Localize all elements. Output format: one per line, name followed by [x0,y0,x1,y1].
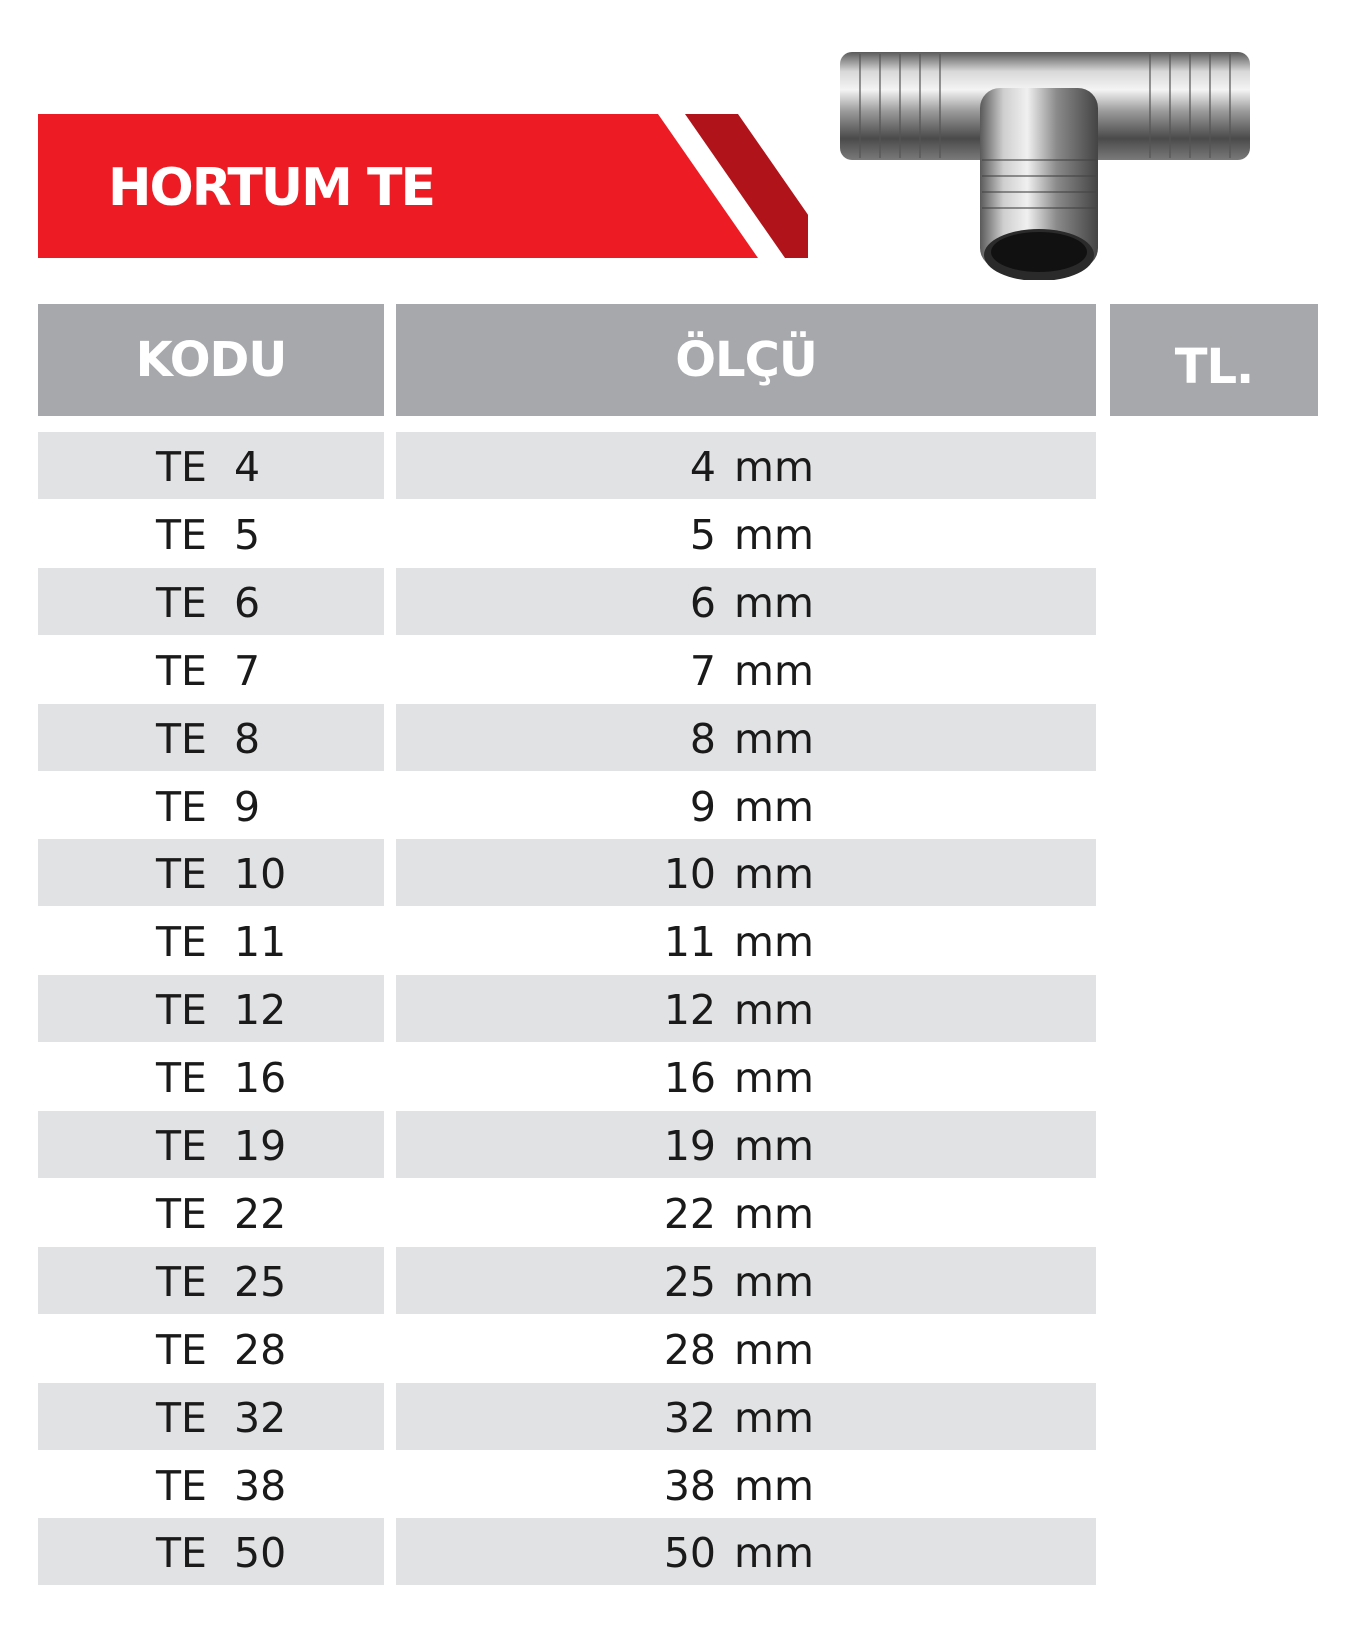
kodu-cell [38,1383,384,1450]
size-unit: mm [734,646,814,695]
size-value: 5 [689,510,716,559]
kodu-cell [38,1247,384,1314]
table-row [0,1043,1370,1110]
olcu-cell [396,1315,1096,1382]
column-header-kodu: KODU [38,304,384,416]
olcu-cell [396,839,1096,906]
kodu-cell [38,500,384,567]
size-value: 28 [663,1325,716,1374]
size-unit: mm [734,510,814,559]
table-row [0,704,1370,771]
code-number: 4 [234,442,261,491]
table-row [0,1518,1370,1585]
code-number: 22 [234,1189,287,1238]
code-number: 7 [234,646,261,695]
kodu-cell [38,975,384,1042]
size-value: 10 [663,849,716,898]
kodu-cell [38,1179,384,1246]
size-value: 22 [663,1189,716,1238]
kodu-cell [38,432,384,499]
size-unit: mm [734,1528,814,1577]
code-prefix: TE [156,578,207,627]
hose-tee-fitting-icon [840,40,1260,280]
size-value: 16 [663,1053,716,1102]
table-row [0,907,1370,974]
table-row [0,975,1370,1042]
table-row [0,1247,1370,1314]
size-value: 11 [663,917,716,966]
code-number: 16 [234,1053,287,1102]
table-row [0,772,1370,839]
code-prefix: TE [156,1393,207,1442]
code-number: 32 [234,1393,287,1442]
size-unit: mm [734,917,814,966]
kodu-cell [38,907,384,974]
size-unit: mm [734,714,814,763]
code-prefix: TE [156,1461,207,1510]
kodu-cell [38,1111,384,1178]
code-prefix: TE [156,1053,207,1102]
code-prefix: TE [156,1325,207,1374]
size-value: 38 [663,1461,716,1510]
page-title: HORTUM TE [108,158,434,218]
code-prefix: TE [156,646,207,695]
olcu-cell [396,1518,1096,1585]
size-unit: mm [734,1461,814,1510]
table-row [0,1315,1370,1382]
code-number: 5 [234,510,261,559]
code-prefix: TE [156,510,207,559]
olcu-cell [396,1383,1096,1450]
size-unit: mm [734,1121,814,1170]
column-header-tl: TL. [1110,304,1318,416]
size-unit: mm [734,1393,814,1442]
size-value: 25 [663,1257,716,1306]
kodu-cell [38,839,384,906]
code-number: 28 [234,1325,287,1374]
size-unit: mm [734,849,814,898]
code-number: 38 [234,1461,287,1510]
olcu-cell [396,636,1096,703]
kodu-cell [38,568,384,635]
size-unit: mm [734,1257,814,1306]
column-header-olcu: ÖLÇÜ [396,304,1096,416]
code-prefix: TE [156,849,207,898]
table-row [0,1383,1370,1450]
size-unit: mm [734,442,814,491]
code-prefix: TE [156,714,207,763]
kodu-cell [38,772,384,839]
code-prefix: TE [156,1189,207,1238]
code-number: 9 [234,782,261,831]
size-value: 4 [689,442,716,491]
code-number: 10 [234,849,287,898]
kodu-cell [38,704,384,771]
olcu-cell [396,568,1096,635]
size-value: 50 [663,1528,716,1577]
code-prefix: TE [156,1257,207,1306]
code-prefix: TE [156,917,207,966]
code-number: 6 [234,578,261,627]
olcu-cell [396,500,1096,567]
size-value: 7 [689,646,716,695]
code-number: 12 [234,985,287,1034]
table-row [0,1179,1370,1246]
table-row [0,636,1370,703]
olcu-cell [396,1247,1096,1314]
kodu-cell [38,636,384,703]
olcu-cell [396,1111,1096,1178]
code-number: 11 [234,917,287,966]
size-value: 6 [689,578,716,627]
size-value: 9 [689,782,716,831]
kodu-cell [38,1043,384,1110]
olcu-cell [396,975,1096,1042]
table-row [0,839,1370,906]
code-prefix: TE [156,1528,207,1577]
code-prefix: TE [156,782,207,831]
size-value: 12 [663,985,716,1034]
code-number: 25 [234,1257,287,1306]
code-prefix: TE [156,1121,207,1170]
size-unit: mm [734,985,814,1034]
table-row [0,1451,1370,1518]
size-unit: mm [734,1189,814,1238]
size-unit: mm [734,782,814,831]
size-unit: mm [734,1053,814,1102]
table-row [0,432,1370,499]
olcu-cell [396,907,1096,974]
code-number: 19 [234,1121,287,1170]
table-row [0,568,1370,635]
olcu-cell [396,1451,1096,1518]
size-unit: mm [734,1325,814,1374]
table-row [0,1111,1370,1178]
table-row [0,500,1370,567]
kodu-cell [38,1315,384,1382]
size-unit: mm [734,578,814,627]
olcu-cell [396,432,1096,499]
olcu-cell [396,772,1096,839]
code-prefix: TE [156,985,207,1034]
olcu-cell [396,704,1096,771]
size-value: 32 [663,1393,716,1442]
olcu-cell [396,1179,1096,1246]
code-prefix: TE [156,442,207,491]
kodu-cell [38,1518,384,1585]
kodu-cell [38,1451,384,1518]
code-number: 8 [234,714,261,763]
size-value: 8 [689,714,716,763]
olcu-cell [396,1043,1096,1110]
code-number: 50 [234,1528,287,1577]
size-value: 19 [663,1121,716,1170]
